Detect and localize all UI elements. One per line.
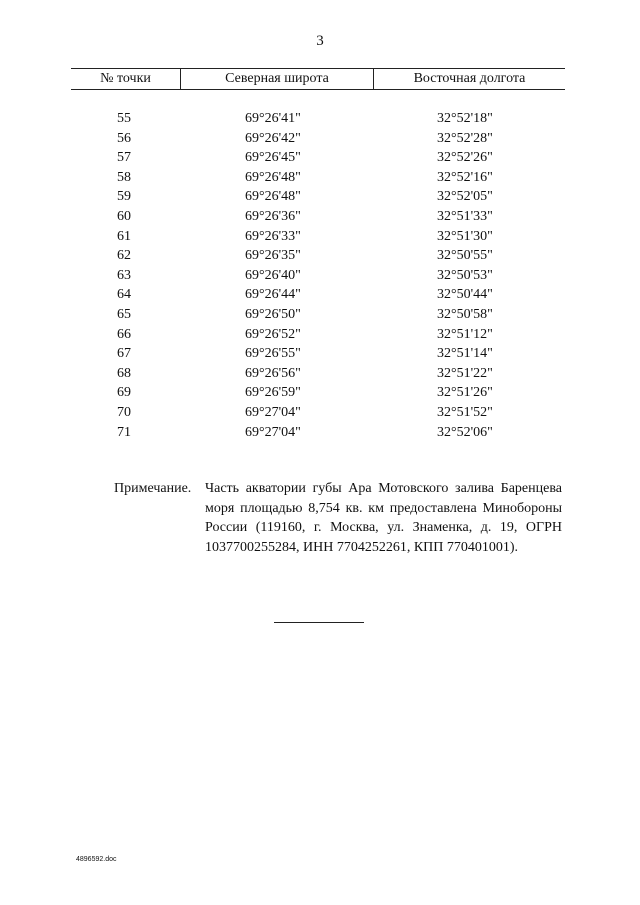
table-row: [0, 168, 640, 188]
point-number-cell: 62: [117, 248, 131, 264]
table-row: [0, 227, 640, 247]
latitude-cell: 69°26'50": [245, 306, 301, 322]
longitude-cell: 32°52'28": [437, 130, 493, 146]
latitude-cell: 69°26'56": [245, 365, 301, 381]
longitude-cell: 32°50'44": [437, 287, 493, 303]
table-row: [0, 148, 640, 168]
header-latitude: Северная широта: [225, 71, 329, 86]
note-text: Часть акватории губы Ара Мотовского залива Баренцева моря площадью 8,754 кв. км предоставлена Минобороны России (119160, г. Москва, ул. Знаменка, д. 19, ОГРН 1037700255284, ИНН 7704252261, КПП 770401001).: [205, 481, 562, 555]
latitude-cell: 69°26'55": [245, 346, 301, 362]
longitude-cell: 32°51'14": [437, 346, 493, 362]
table-row: [0, 266, 640, 286]
latitude-cell: 69°26'41": [245, 111, 301, 126]
note-label: Примечание.: [114, 481, 192, 496]
point-number-cell: 56: [117, 130, 131, 146]
latitude-cell: 69°26'40": [245, 267, 301, 283]
point-number-cell: 57: [117, 150, 131, 166]
point-number-cell: 55: [117, 111, 131, 126]
point-number-cell: 70: [117, 404, 131, 420]
longitude-cell: 32°51'33": [437, 208, 493, 224]
coordinates-table-body: [0, 109, 640, 442]
longitude-cell: 32°52'06": [437, 424, 493, 440]
point-number-cell: 61: [117, 228, 131, 244]
page-number: 3: [316, 33, 324, 49]
table-row: [0, 344, 640, 364]
longitude-cell: 32°51'52": [437, 404, 493, 420]
table-row: [0, 364, 640, 384]
latitude-cell: 69°26'48": [245, 189, 301, 205]
table-header: [71, 68, 565, 90]
longitude-cell: 32°51'22": [437, 365, 493, 381]
latitude-cell: 69°26'52": [245, 326, 301, 342]
latitude-cell: 69°26'48": [245, 169, 301, 185]
table-row: [0, 383, 640, 403]
longitude-cell: 32°51'30": [437, 228, 493, 244]
end-divider: [274, 622, 364, 623]
table-row: [0, 109, 640, 129]
table-row: [0, 207, 640, 227]
header-longitude: Восточная долгота: [413, 71, 526, 86]
table-row: [0, 423, 640, 443]
table-row: [0, 403, 640, 423]
table-row: [0, 305, 640, 325]
point-number-cell: 63: [117, 267, 131, 283]
table-row: [0, 285, 640, 305]
table-row: [0, 246, 640, 266]
point-number-cell: 67: [117, 346, 131, 362]
point-number-cell: 60: [117, 208, 131, 224]
longitude-cell: 32°51'12": [437, 326, 493, 342]
point-number-cell: 64: [117, 287, 131, 303]
point-number-cell: 65: [117, 306, 131, 322]
latitude-cell: 69°26'45": [245, 150, 301, 166]
point-number-cell: 68: [117, 365, 131, 381]
point-number-cell: 71: [117, 424, 131, 440]
point-number-cell: 58: [117, 169, 131, 185]
longitude-cell: 32°52'18": [437, 111, 493, 126]
longitude-cell: 32°52'26": [437, 150, 493, 166]
latitude-cell: 69°26'42": [245, 130, 301, 146]
header-point-number: № точки: [100, 71, 151, 86]
table-row: [0, 187, 640, 207]
point-number-cell: 69: [117, 385, 131, 401]
table-row: [0, 129, 640, 149]
point-number-cell: 59: [117, 189, 131, 205]
latitude-cell: 69°27'04": [245, 404, 301, 420]
longitude-cell: 32°52'16": [437, 169, 493, 185]
longitude-cell: 32°50'58": [437, 306, 493, 322]
latitude-cell: 69°26'36": [245, 208, 301, 224]
latitude-cell: 69°26'33": [245, 228, 301, 244]
latitude-cell: 69°26'35": [245, 248, 301, 264]
point-number-cell: 66: [117, 326, 131, 342]
longitude-cell: 32°50'55": [437, 248, 493, 264]
longitude-cell: 32°52'05": [437, 189, 493, 205]
longitude-cell: 32°51'26": [437, 385, 493, 401]
latitude-cell: 69°27'04": [245, 424, 301, 440]
table-row: [0, 325, 640, 345]
footer-filename: 4896592.doc: [76, 856, 117, 863]
latitude-cell: 69°26'59": [245, 385, 301, 401]
latitude-cell: 69°26'44": [245, 287, 301, 303]
longitude-cell: 32°50'53": [437, 267, 493, 283]
